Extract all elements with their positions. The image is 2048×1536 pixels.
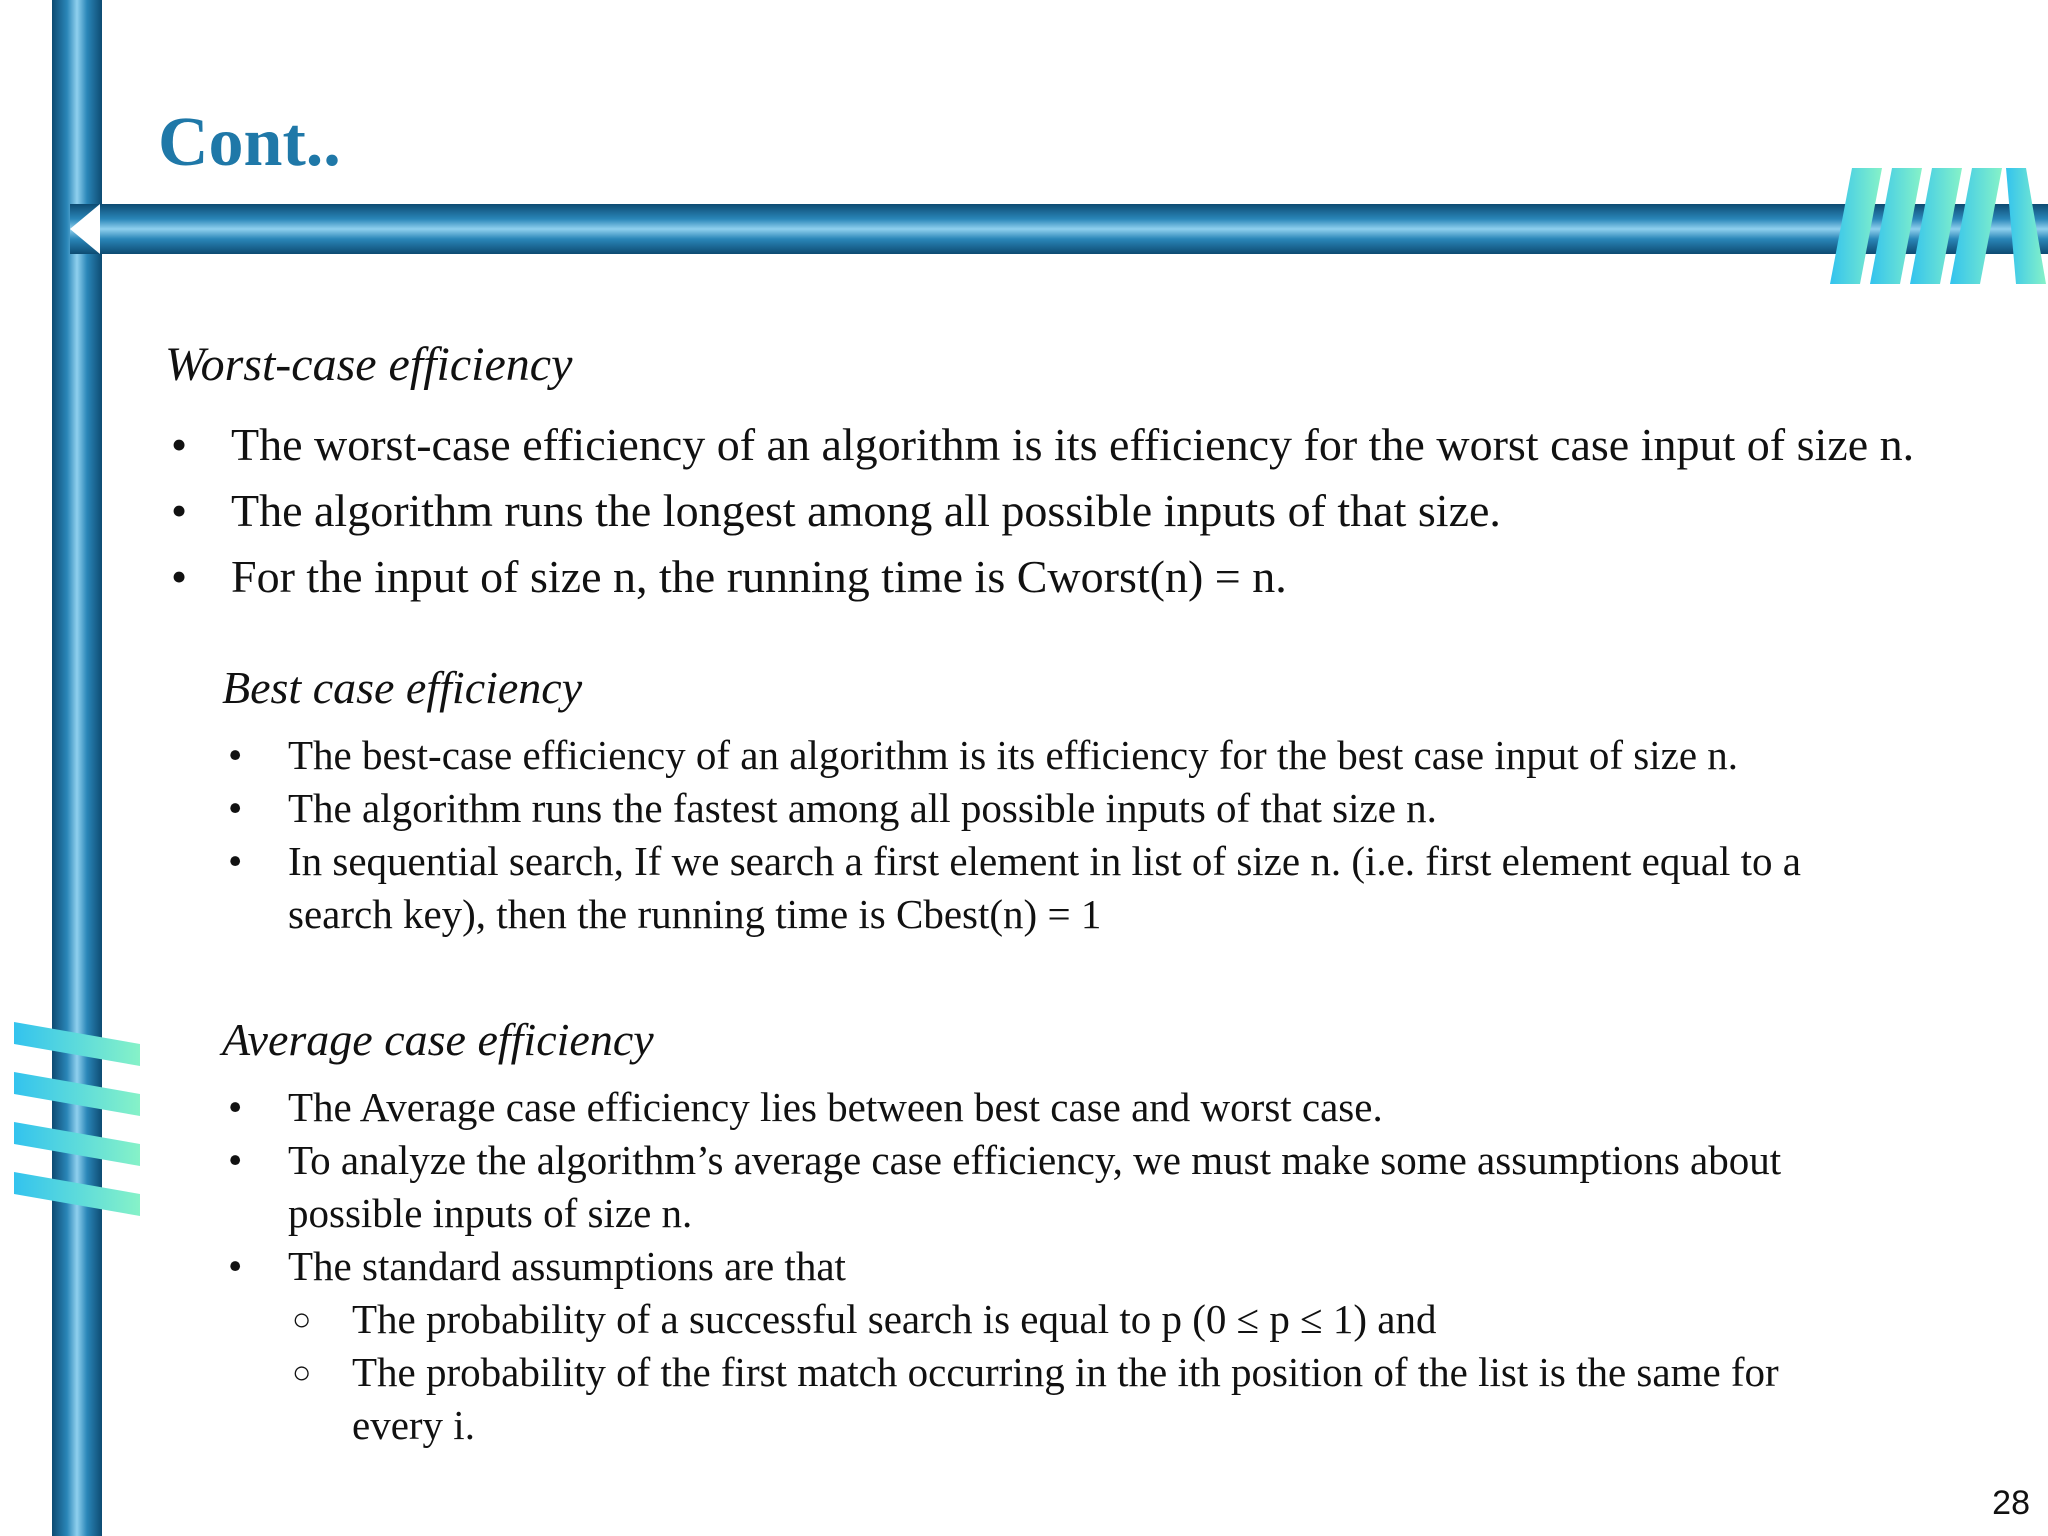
- list-item: [171, 478, 1961, 544]
- list-item-text: The algorithm runs the longest among all possible inputs of that size.: [231, 484, 1501, 536]
- section-heading: Average case efficiency: [222, 1014, 654, 1065]
- list-item: [228, 1134, 1878, 1240]
- section-heading: Worst-case efficiency: [165, 338, 573, 391]
- striped-slash-decoration-icon: [1830, 160, 2048, 286]
- list-item: [228, 1081, 1878, 1134]
- bullet-icon: •: [171, 484, 188, 536]
- sub-bullet-list: [222, 1293, 1878, 1452]
- sub-list-item: [292, 1346, 1812, 1452]
- title-bar-tip: [70, 204, 100, 254]
- bullet-icon: •: [171, 418, 188, 470]
- sub-list-item-text: The probability of a successful search is equal to p (0 ≤ p ≤ 1) and: [352, 1296, 1437, 1343]
- hollow-circle-bullet-icon: ○: [292, 1301, 312, 1338]
- hollow-circle-bullet-icon: ○: [292, 1354, 312, 1391]
- list-item: [171, 412, 1961, 478]
- list-item-text: To analyze the algorithm’s average case efficiency, we must make some assumptions about possible inputs of size n.: [288, 1137, 1782, 1237]
- bullet-list: [222, 729, 1878, 941]
- bullet-icon: •: [228, 1084, 243, 1131]
- list-item-text: For the input of size n, the running time is Cworst(n) = n.: [231, 550, 1287, 602]
- bullet-icon: •: [228, 1137, 243, 1184]
- bullet-icon: •: [228, 732, 243, 779]
- slide-number: 28: [1992, 1484, 2030, 1522]
- list-item-text: The worst-case efficiency of an algorithm is its efficiency for the worst case input of size n.: [231, 418, 1915, 470]
- list-item: [228, 782, 1878, 835]
- bullet-icon: •: [228, 838, 243, 885]
- page-title: Cont..: [158, 104, 341, 181]
- bullet-icon: •: [228, 785, 243, 832]
- list-item-text: In sequential search, If we search a first element in list of size n. (i.e. first element equal to a search key), then the running time is Cbest(n) = 1: [288, 838, 1801, 938]
- list-item-text: The algorithm runs the fastest among all possible inputs of that size n.: [288, 785, 1437, 832]
- list-item-text: The best-case efficiency of an algorithm is its efficiency for the best case input of size n.: [288, 732, 1739, 779]
- list-item: [228, 1240, 1878, 1293]
- section-heading: Best case efficiency: [222, 662, 583, 713]
- best-case-section: [222, 660, 1878, 941]
- list-item-text: The standard assumptions are that: [288, 1243, 846, 1290]
- bullet-icon: •: [171, 550, 188, 602]
- bullet-icon: •: [228, 1243, 243, 1290]
- bullet-list: [222, 1081, 1878, 1293]
- striped-chevron-decoration-icon: [14, 1022, 140, 1498]
- sub-list-item-text: The probability of the first match occurring in the ith position of the list is the same for every i.: [352, 1349, 1779, 1449]
- list-item-text: The Average case efficiency lies between best case and worst case.: [288, 1084, 1383, 1131]
- title-underline-bar: [70, 204, 2048, 254]
- bullet-list: [165, 412, 1961, 610]
- sub-list-item: [292, 1293, 1812, 1346]
- list-item: [171, 544, 1961, 610]
- list-item: [228, 729, 1878, 782]
- list-item: [228, 835, 1878, 941]
- average-case-section: [222, 1012, 1878, 1452]
- worst-case-section: [165, 336, 1961, 610]
